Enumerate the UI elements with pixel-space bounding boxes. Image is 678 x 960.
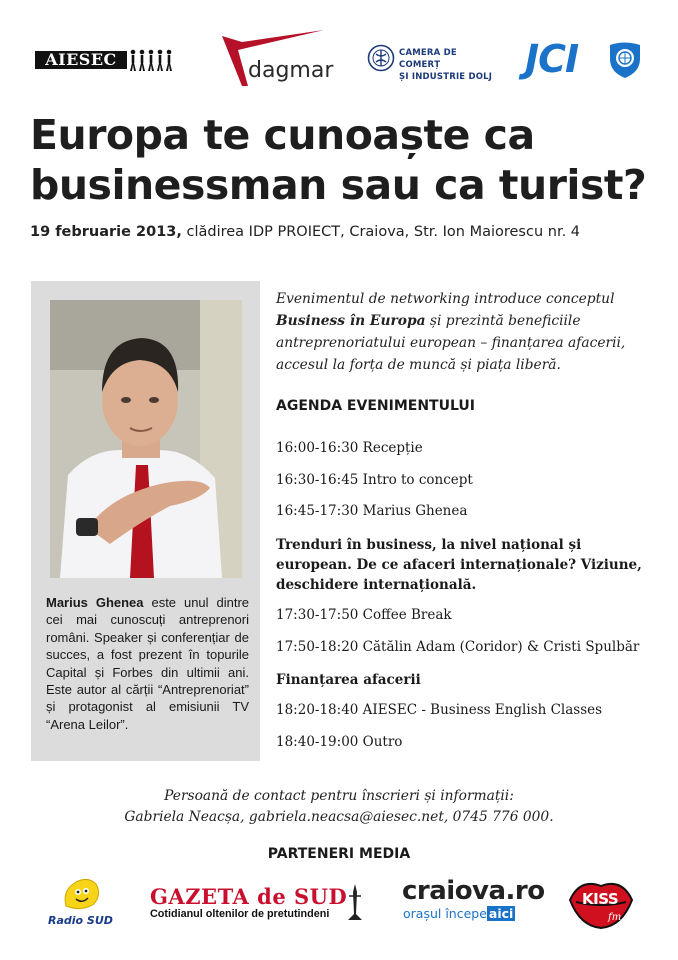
agenda-item: 17:50-18:20 Cătălin Adam (Coridor) & Cristi Spulbăr [276, 639, 640, 655]
contact-heading: Persoană de contact pentru înscrieri și informații: [164, 788, 514, 804]
intro-text-2: și prezintă beneficiile antreprenoriatului european – finanțarea afacerii, accesul la forța de muncă și piața liberă. [276, 313, 626, 373]
dagmar-logo [220, 30, 340, 90]
media-partners-title: PARTENERI MEDIA [267, 846, 411, 862]
monument-icon [346, 884, 364, 920]
camera-emblem-icon [367, 44, 395, 72]
radio-sud-text: Radio SUD [48, 914, 113, 927]
event-intro [276, 288, 646, 376]
gazeta-de-sud-logo [150, 884, 370, 924]
title-line-2: businessman sau ca turist? [30, 161, 647, 209]
agenda-title: AGENDA EVENIMENTULUI [276, 398, 475, 414]
craiova-ro-logo [402, 876, 547, 928]
jci-logo-text: JCI [525, 37, 579, 81]
aiesec-logo-text: AIESEC [35, 51, 127, 69]
kiss-text: KISS [582, 890, 619, 908]
camera-line-1: CAMERA DE COMERȚ [399, 48, 457, 70]
kiss-fm-logo [566, 872, 636, 934]
speaker-portrait-icon [50, 300, 242, 578]
contact-details: Gabriela Neacșa, gabriela.neacsa@aiesec.net, 0745 776 000. [124, 809, 554, 825]
camera-line-2: ȘI INDUSTRIE DOLJ [399, 72, 493, 82]
radio-sud-logo [44, 876, 119, 931]
agenda-item: 18:20-18:40 AIESEC - Business English Classes [276, 702, 603, 718]
jci-logo [525, 36, 650, 84]
agenda-item: 16:45-17:30 Marius Ghenea [276, 503, 468, 519]
agenda-topic-finance: Finanțarea afacerii [276, 672, 421, 688]
radio-sud-sun-icon [58, 876, 104, 912]
intro-text-1: Evenimentul de networking introduce conceptul [276, 291, 615, 307]
agenda-item: 16:30-16:45 Intro to concept [276, 472, 473, 488]
event-date-location [30, 224, 580, 240]
craiova-title: craiova.ro [402, 876, 545, 906]
speaker-bio [46, 594, 249, 733]
contact-info [0, 786, 678, 828]
people-icon [129, 48, 175, 72]
dagmar-logo-text: dagmar [248, 58, 334, 83]
agenda-topic-trends: Trenduri în business, la nivel național și european. De ce afaceri internaționale? Viziune, deschidere internațională. [276, 537, 642, 593]
craiova-aici-badge: aici [488, 906, 514, 921]
craiova-tagline [403, 906, 515, 921]
intro-highlight: Business în Europa [276, 313, 426, 329]
camera-comert-logo [367, 44, 497, 82]
agenda-item: 17:30-17:50 Coffee Break [276, 607, 452, 623]
page-title [30, 110, 650, 210]
speaker-name: Marius Ghenea [46, 595, 144, 610]
event-location: clădirea IDP PROIECT, Craiova, Str. Ion Maiorescu nr. 4 [181, 224, 581, 240]
agenda-item: 16:00-16:30 Recepție [276, 440, 423, 456]
gazeta-tagline: Cotidianul oltenilor de pretutindeni [150, 908, 330, 920]
agenda-item: 18:40-19:00 Outro [276, 734, 403, 750]
speaker-photo [50, 300, 242, 578]
title-line-1: Europa te cunoaște ca [30, 111, 535, 159]
jci-shield-icon [607, 41, 643, 79]
event-date: 19 februarie 2013, [30, 224, 182, 240]
speaker-bio-text: este unul dintre cei mai cunoscuți antreprenori români. Speaker și conferențiar de succes, a fost prezent în topurile Capital și Forbes din ultimii ani. Este autor al cărții “Antreprenoriat” și protagonist al emisiunii TV “Arena Leilor”. [46, 595, 249, 732]
gazeta-title: GAZETA de SUD [150, 884, 348, 909]
craiova-tagline-text: orașul începe [403, 906, 487, 921]
kiss-fm-text: fm [608, 912, 622, 923]
aiesec-logo [35, 48, 175, 72]
camera-logo-text [399, 47, 497, 83]
